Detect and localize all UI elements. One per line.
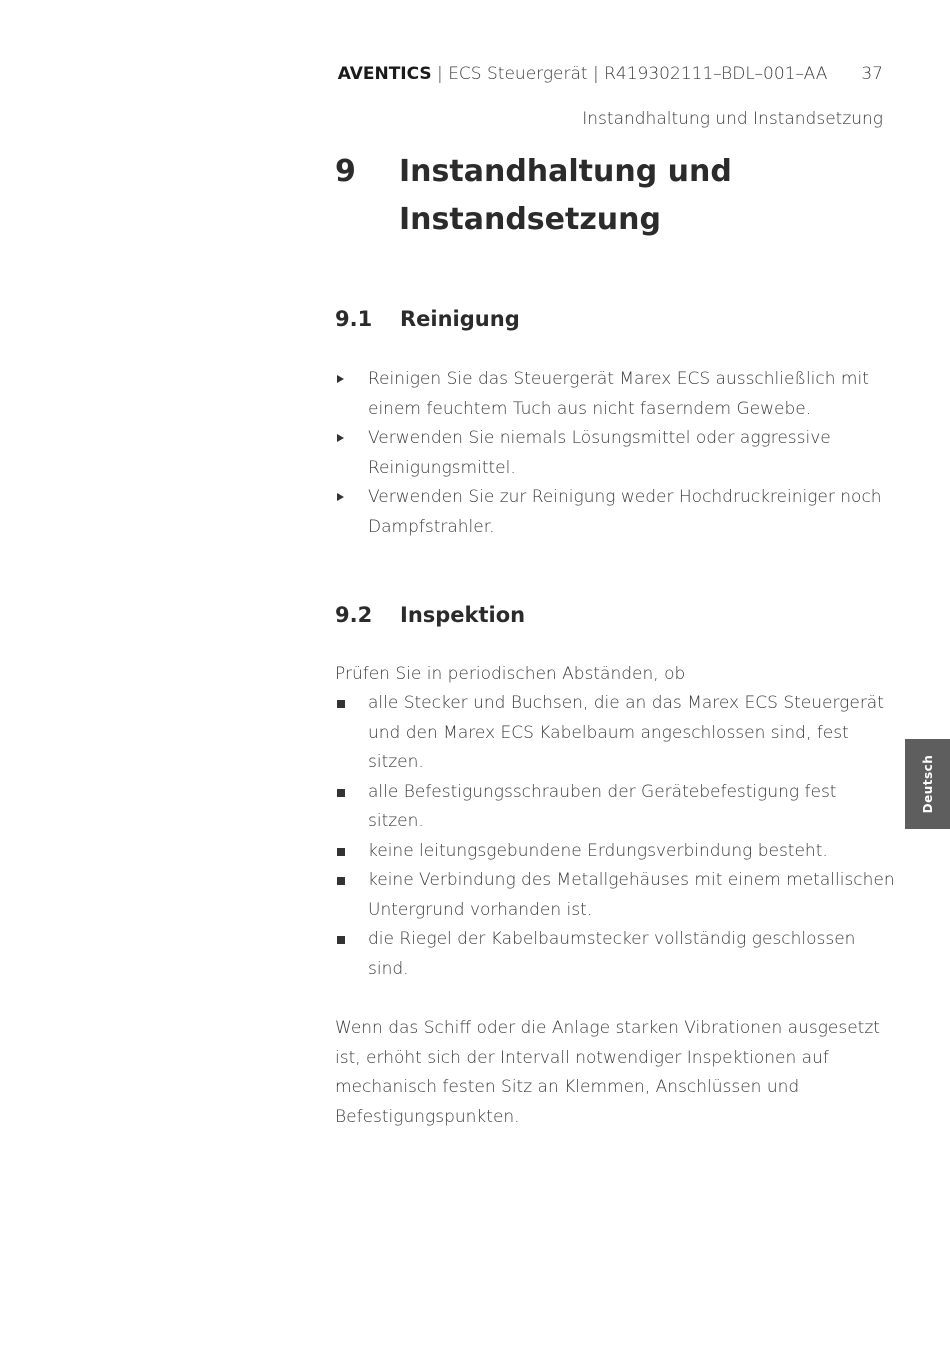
running-section-title: Instandhaltung und Instandsetzung (582, 109, 883, 129)
square-bullet-icon (337, 936, 345, 944)
list-item: Verwenden Sie niemals Lösungsmittel oder aggressive Reinigungsmittel. (335, 424, 895, 483)
section-number: 9.1 (335, 307, 373, 331)
section-title: Reinigung (400, 307, 520, 331)
section-title: Inspektion (400, 603, 526, 627)
list-item: Verwenden Sie zur Reinigung weder Hochdruckreiniger noch Dampfstrahler. (335, 483, 895, 542)
language-tab-label: Deutsch (920, 754, 935, 814)
inspection-note: Wenn das Schiff oder die Anlage starken Vibrationen ausgesetzt ist, erhöht sich der Intervall notwendiger Inspektionen auf mechanisch festen Sitz an Klemmen, Anschlüssen und Befestigungspunkten. (335, 1018, 880, 1127)
list-item: alle Stecker und Buchsen, die an das Marex ECS Steuergerät und den Marex ECS Kabelbaum angeschlossen sind, fest sitzen. (335, 689, 895, 778)
arrow-bullet-icon (337, 375, 344, 383)
square-bullet-icon (337, 877, 345, 885)
inspection-intro: Prüfen Sie in periodischen Abständen, ob (335, 664, 686, 684)
chapter-title: Instandhaltung und Instandsetzung (399, 154, 732, 237)
square-bullet-icon (337, 848, 345, 856)
page-number: 37 (861, 64, 883, 84)
list-item: keine leitungsgebundene Erdungsverbindung besteht. (335, 837, 895, 867)
inspection-checklist (335, 689, 895, 984)
chapter-number: 9 (335, 154, 356, 189)
list-item: keine Verbindung des Metallgehäuses mit einem metallischen Untergrund vorhanden ist. (335, 866, 895, 925)
language-tab (905, 739, 950, 829)
list-item: Reinigen Sie das Steuergerät Marex ECS ausschließlich mit einem feuchtem Tuch aus nicht faserndem Gewebe. (335, 365, 895, 424)
arrow-bullet-icon (337, 434, 344, 442)
document-info: | ECS Steuergerät | R419302111–BDL–001–AA (431, 64, 828, 84)
square-bullet-icon (337, 789, 345, 797)
brand-name: AVENTICS (337, 64, 432, 84)
arrow-bullet-icon (337, 493, 344, 501)
section-number: 9.2 (335, 603, 373, 627)
list-item: alle Befestigungsschrauben der Gerätebefestigung fest sitzen. (335, 778, 895, 837)
square-bullet-icon (337, 700, 345, 708)
cleaning-steps (335, 365, 895, 542)
running-header (338, 64, 883, 84)
list-item: die Riegel der Kabelbaumstecker vollständig geschlossen sind. (335, 925, 895, 984)
